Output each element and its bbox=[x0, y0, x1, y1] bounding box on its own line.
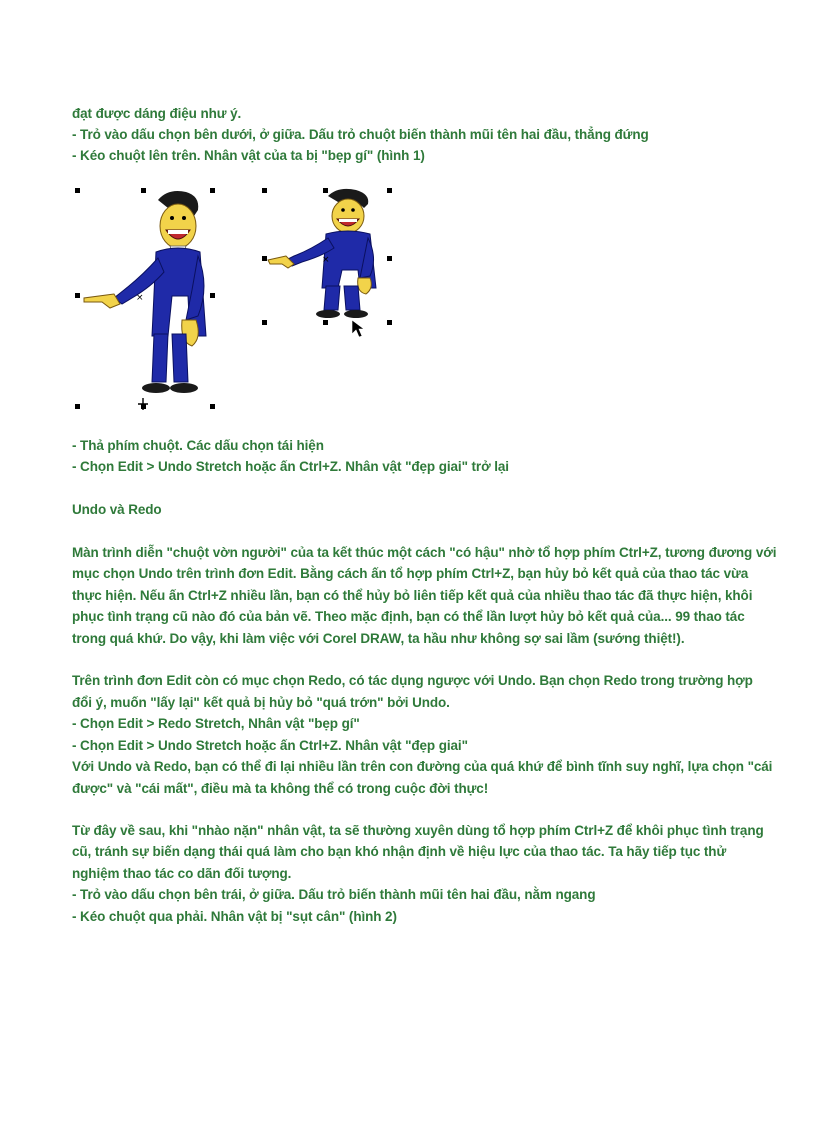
cartoon-man-squashed bbox=[262, 188, 392, 325]
paragraph-2-line: - Chọn Edit > Redo Stretch, Nhân vật "bẹp gí" bbox=[72, 716, 360, 731]
paragraph-1-line: trong quá khứ. Do vậy, khi làm việc với Corel DRAW, ta hầu như không sợ sai lầm (sướng thiệt!). bbox=[72, 631, 685, 646]
paragraph-1-line: thực hiện. Nếu ấn Ctrl+Z nhiều lần, bạn có thể hủy bỏ liên tiếp kết quả của nhiều thao tác đã thực hiện, khôi bbox=[72, 588, 753, 603]
cartoon-man-tall bbox=[75, 188, 215, 409]
intro-line: - Trỏ vào dấu chọn bên dưới, ở giữa. Dấu trỏ chuột biến thành mũi tên hai đầu, thẳng đứng bbox=[72, 127, 649, 142]
paragraph-2-line: Với Undo và Redo, bạn có thể đi lại nhiều lần trên con đường của quá khứ để bình tĩnh suy nghĩ, lựa chọn "cái bbox=[72, 759, 773, 774]
paragraph-2-line: - Chọn Edit > Undo Stretch hoặc ấn Ctrl+Z. Nhân vật "đẹp giai" bbox=[72, 738, 468, 753]
svg-text:×: × bbox=[322, 255, 330, 265]
paragraph-3-line: Từ đây về sau, khi "nhào nặn" nhân vật, ta sẽ thường xuyên dùng tổ hợp phím Ctrl+Z để khôi phục tình trạng bbox=[72, 823, 764, 838]
svg-text:×: × bbox=[136, 293, 144, 303]
paragraph-2-line: được" và "cái mất", điều mà ta không thể có trong cuộc đời thực! bbox=[72, 781, 489, 796]
paragraph-3-line: nghiệm thao tác co dãn đối tượng. bbox=[72, 866, 292, 881]
section-heading: Undo và Redo bbox=[72, 502, 162, 517]
paragraph-2-line: Trên trình đơn Edit còn có mục chọn Redo, có tác dụng ngược với Undo. Bạn chọn Redo trong trường hợp bbox=[72, 673, 753, 688]
paragraph-1-line: phục tình trạng cũ nào đó của bản vẽ. Theo mặc định, bạn có thể lần lượt hủy bỏ kết quả của... 99 thao tác bbox=[72, 609, 745, 624]
paragraph-2-line: đổi ý, muốn "lấy lại" kết quả bị hủy bỏ "quá trớn" bởi Undo. bbox=[72, 695, 450, 710]
paragraph-1-line: Màn trình diễn "chuột vờn người" của ta kết thúc một cách "có hậu" nhờ tổ hợp phím Ctrl+Z, tương đương với bbox=[72, 545, 777, 560]
paragraph-3-line: - Kéo chuột qua phải. Nhân vật bị "sụt cân" (hình 2) bbox=[72, 909, 397, 924]
paragraph-3-line: cũ, tránh sự biến dạng thái quá làm cho bạn khó nhận định về hiệu lực của thao tác. Ta hãy tiếp tục thử bbox=[72, 844, 727, 859]
paragraph-3-line: - Trỏ vào dấu chọn bên trái, ở giữa. Dấu trỏ biến thành mũi tên hai đầu, nằm ngang bbox=[72, 887, 596, 902]
paragraph-1-line: mục chọn Undo trên trình đơn Edit. Bằng cách ấn tổ hợp phím Ctrl+Z, bạn hủy bỏ kết quả của thao tác vừa bbox=[72, 566, 749, 581]
after-figure-line: - Thả phím chuột. Các dấu chọn tái hiện bbox=[72, 438, 324, 453]
mouse-cursor-icon bbox=[352, 320, 364, 337]
intro-line: đạt được dáng điệu như ý. bbox=[72, 106, 242, 121]
figure-1-illustration bbox=[72, 186, 396, 414]
figure-1-svg bbox=[72, 186, 396, 414]
crosshair-cursor-icon bbox=[138, 398, 148, 410]
intro-line: - Kéo chuột lên trên. Nhân vật của ta bị "bẹp gí" (hình 1) bbox=[72, 148, 425, 163]
after-figure-line: - Chọn Edit > Undo Stretch hoặc ấn Ctrl+Z. Nhân vật "đẹp giai" trở lại bbox=[72, 459, 509, 474]
